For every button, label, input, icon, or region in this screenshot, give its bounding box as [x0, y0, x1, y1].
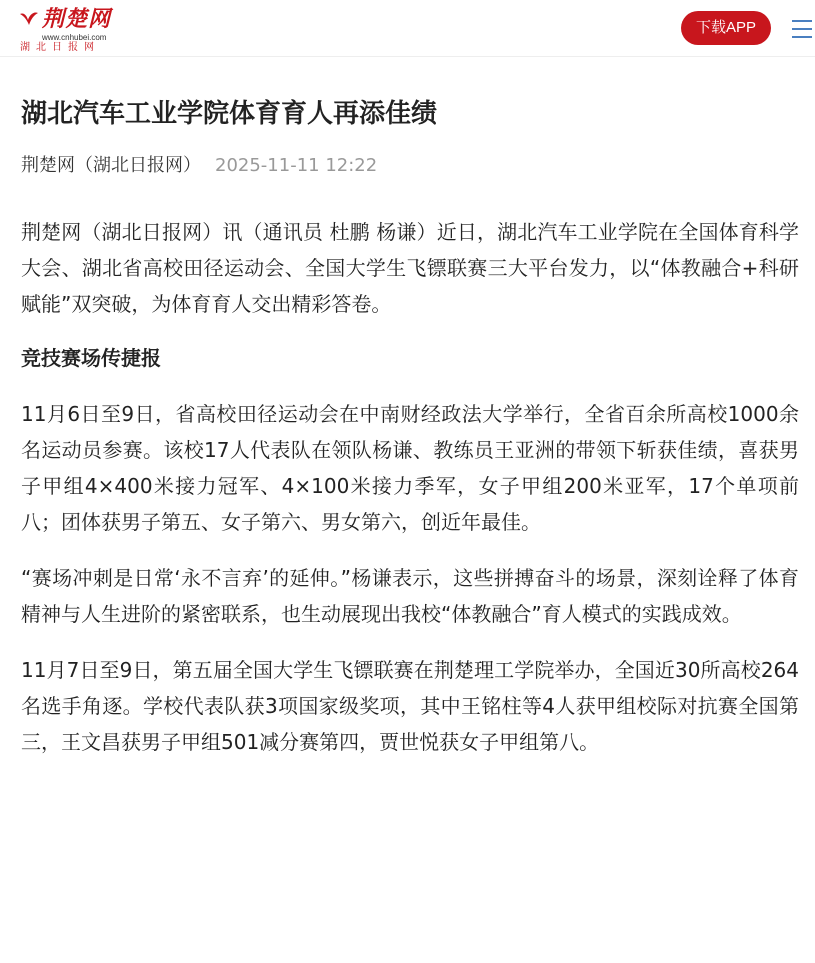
article-meta [21, 152, 799, 180]
article-paragraph-intro: 荆楚网（湖北日报网）讯（通讯员 杜鹏 杨谦）近日，湖北汽车工业学院在全国体育科学大会、湖北省高校田径运动会、全国大学生飞镖联赛三大平台发力，以“体教融合+科研赋能”双突破，为体育育人交出精彩答卷。 [21, 220, 799, 316]
article-paragraph-2: “赛场冲刺是日常‘永不言弃’的延伸。”杨谦表示，这些拼搏奋斗的场景，深刻诠释了体育精神与人生进阶的紧密联系，也生动展现出我校“体教融合”育人模式的实践成效。 [21, 566, 799, 626]
article-paragraph-3: 11月7日至9日，第五届全国大学生飞镖联赛在荆楚理工学院举办，全国近30所高校264名选手角逐。学校代表队获3项国家级奖项，其中王铭柱等4人获甲组校际对抗赛全国第三，王文昌获男子甲组501减分赛第四，贾世悦获女子甲组第八。 [21, 658, 799, 754]
download-app-button[interactable]: 下载APP [681, 11, 771, 45]
article-source[interactable]: 荆楚网（湖北日报网） [21, 155, 201, 176]
article [21, 56, 799, 760]
logo-bird-icon [18, 8, 40, 30]
article-title: 湖北汽车工业学院体育育人再添佳绩 [21, 99, 438, 129]
article-subheading: 竞技赛场传捷报 [21, 346, 161, 370]
menu-line [792, 20, 812, 22]
logo-url: www.cnhubei.com [42, 33, 107, 42]
article-paragraph-1: 11月6日至9日，省高校田径运动会在中南财经政法大学举行，全省百余所高校1000余名运动员参赛。该校17人代表队在领队杨谦、教练员王亚洲的带领下斩获佳绩，喜获男子甲组4×400米接力冠军、4×100米接力季军，女子甲组200米亚军，17个单项前八；团体获男子第五、女子第六、男女第六，创近年最佳。 [21, 402, 799, 534]
logo-subtitle: 湖北日报网 [20, 42, 100, 53]
hamburger-menu-icon[interactable] [792, 18, 814, 40]
menu-line [792, 28, 812, 30]
logo-name: 荆楚网 [42, 6, 112, 32]
site-logo[interactable] [18, 6, 118, 52]
menu-line [792, 36, 812, 38]
article-time: 2025-11-11 12:22 [215, 155, 378, 176]
top-bar [0, 0, 815, 57]
